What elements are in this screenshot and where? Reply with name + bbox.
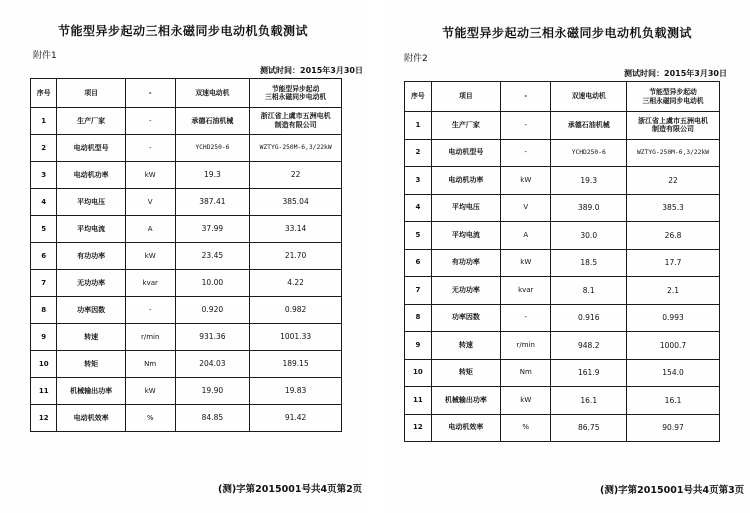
cell-item: 转矩 xyxy=(431,359,500,387)
cell-no: 1 xyxy=(405,112,432,140)
load-test-table xyxy=(404,81,720,442)
header-item: 项目 xyxy=(431,82,500,112)
cell-motor-b xyxy=(627,359,720,387)
cell-item: 功率因数 xyxy=(57,297,125,324)
cell-motor-b xyxy=(250,297,342,324)
cell-unit: A xyxy=(125,216,175,243)
cell-unit: A xyxy=(501,222,551,250)
table-row xyxy=(405,414,720,442)
cell-motor-a: 19.3 xyxy=(175,162,250,189)
cell-unit: Nm xyxy=(125,351,175,378)
cell-motor-b xyxy=(250,378,342,405)
cell-no: 5 xyxy=(405,222,432,250)
attachment-label: 附件2 xyxy=(404,54,428,64)
cell-item: 有功功率 xyxy=(57,243,125,270)
header-motor-b xyxy=(627,82,720,112)
header-unit: - xyxy=(501,82,551,112)
cell-motor-b xyxy=(250,135,342,162)
cell-motor-a: 承德石油机械 xyxy=(551,112,627,140)
cell-motor-b xyxy=(627,222,720,250)
test-report-page-2 xyxy=(384,0,750,513)
cell-no: 3 xyxy=(405,167,432,195)
cell-motor-b xyxy=(627,304,720,332)
cell-no: 7 xyxy=(405,277,432,305)
cell-no: 10 xyxy=(31,351,57,378)
cell-item: 电动机效率 xyxy=(431,414,500,442)
cell-item: 功率因数 xyxy=(431,304,500,332)
cell-no: 12 xyxy=(31,405,57,432)
cell-motor-a: 161.9 xyxy=(551,359,627,387)
cell-motor-b-line1: 2.1 xyxy=(667,285,679,295)
page-footer: (测)字第2015001号共4页第3页 xyxy=(600,485,745,496)
cell-unit: kW xyxy=(125,162,175,189)
cell-motor-b-line2: 制造有限公司 xyxy=(652,125,695,134)
cell-item: 转矩 xyxy=(57,351,125,378)
cell-unit: % xyxy=(501,414,551,442)
cell-no: 4 xyxy=(31,189,57,216)
cell-motor-b xyxy=(250,108,342,135)
cell-motor-b-line1: 385.04 xyxy=(282,197,309,207)
header-motor-b-line2: 三相永磁同步电动机 xyxy=(265,93,327,101)
cell-no: 1 xyxy=(31,108,57,135)
test-date: 测试时间：2015年3月30日 xyxy=(624,69,727,78)
cell-motor-a: 18.5 xyxy=(551,249,627,277)
cell-item: 平均电压 xyxy=(57,189,125,216)
cell-motor-b-line1: 26.8 xyxy=(664,230,682,240)
table-row xyxy=(31,108,342,135)
cell-item: 电动机型号 xyxy=(431,139,500,167)
cell-item: 电动机功率 xyxy=(57,162,125,189)
cell-motor-b-line1: 16.1 xyxy=(664,395,682,405)
page-footer: (测)字第2015001号共4页第2页 xyxy=(218,484,363,495)
header-no: 序号 xyxy=(31,79,57,108)
cell-motor-a: 16.1 xyxy=(551,387,627,415)
cell-motor-a: 8.1 xyxy=(551,277,627,305)
cell-unit: Nm xyxy=(501,359,551,387)
cell-motor-a: 0.920 xyxy=(175,297,250,324)
cell-no: 3 xyxy=(31,162,57,189)
cell-no: 10 xyxy=(405,359,432,387)
table-row xyxy=(31,270,342,297)
cell-unit: kW xyxy=(501,249,551,277)
cell-unit: kW xyxy=(125,243,175,270)
load-test-table xyxy=(30,78,342,432)
cell-motor-b-line2: 制造有限公司 xyxy=(274,121,317,129)
cell-item: 电动机型号 xyxy=(57,135,125,162)
header-unit: - xyxy=(125,79,175,108)
cell-motor-b-line1: 22 xyxy=(668,175,678,185)
table-header-row xyxy=(405,82,720,112)
cell-unit: - xyxy=(501,139,551,167)
cell-item: 机械输出功率 xyxy=(431,387,500,415)
cell-motor-b-line1: 1001.33 xyxy=(280,332,312,342)
cell-item: 无功功率 xyxy=(57,270,125,297)
header-motor-b xyxy=(250,79,342,108)
cell-item: 电动机功率 xyxy=(431,167,500,195)
cell-item: 电动机效率 xyxy=(57,405,125,432)
test-date: 测试时间：2015年3月30日 xyxy=(260,66,363,75)
cell-motor-b xyxy=(627,249,720,277)
header-item: 项目 xyxy=(57,79,125,108)
cell-unit: kW xyxy=(501,387,551,415)
cell-motor-b-line1: 0.993 xyxy=(662,313,684,323)
cell-no: 9 xyxy=(405,332,432,360)
cell-no: 2 xyxy=(31,135,57,162)
cell-motor-b xyxy=(627,414,720,442)
cell-motor-a: 10.00 xyxy=(175,270,250,297)
cell-unit: - xyxy=(125,135,175,162)
cell-motor-a: 承德石油机械 xyxy=(175,108,250,135)
table-row xyxy=(31,297,342,324)
table-row xyxy=(31,162,342,189)
cell-motor-b xyxy=(250,324,342,351)
table-row xyxy=(405,304,720,332)
cell-motor-b-line1: 21.70 xyxy=(284,251,307,261)
cell-motor-b-line1: 90.97 xyxy=(662,423,684,433)
cell-motor-b xyxy=(627,332,720,360)
table-row xyxy=(405,277,720,305)
header-motor-b-line2: 三相永磁同步电动机 xyxy=(642,96,704,105)
header-no: 序号 xyxy=(405,82,432,112)
cell-motor-a: 389.0 xyxy=(551,194,627,222)
cell-motor-b-line1: 浙江省上虞市五洲电机 xyxy=(638,116,709,125)
cell-unit: V xyxy=(125,189,175,216)
cell-motor-a: 30.0 xyxy=(551,222,627,250)
cell-motor-a: 19.3 xyxy=(551,167,627,195)
cell-item: 有功功率 xyxy=(431,249,500,277)
cell-motor-a: 948.2 xyxy=(551,332,627,360)
cell-motor-b xyxy=(250,405,342,432)
cell-motor-a: YCHD250-6 xyxy=(551,139,627,167)
cell-motor-b-line1: 0.982 xyxy=(284,305,307,315)
cell-motor-b xyxy=(250,162,342,189)
cell-motor-b-line1: 浙江省上虞市五洲电机 xyxy=(260,112,331,121)
cell-unit: - xyxy=(125,108,175,135)
attachment-label: 附件1 xyxy=(33,51,57,61)
cell-motor-b xyxy=(250,351,342,378)
cell-motor-b xyxy=(250,243,342,270)
cell-item: 生产厂家 xyxy=(431,112,500,140)
cell-no: 8 xyxy=(405,304,432,332)
cell-item: 平均电压 xyxy=(431,194,500,222)
cell-unit: - xyxy=(501,304,551,332)
table-row xyxy=(405,359,720,387)
page-title: 节能型异步起动三相永磁同步电动机负载测试 xyxy=(441,26,692,40)
table-row xyxy=(31,405,342,432)
cell-unit: r/min xyxy=(501,332,551,360)
table-row xyxy=(31,135,342,162)
cell-motor-a: 204.03 xyxy=(175,351,250,378)
cell-no: 4 xyxy=(405,194,432,222)
table-row xyxy=(405,167,720,195)
table-row xyxy=(31,351,342,378)
cell-motor-b-line1: 154.0 xyxy=(662,368,684,378)
table-row xyxy=(31,189,342,216)
cell-item: 平均电流 xyxy=(431,222,500,250)
cell-motor-b-line1: 19.83 xyxy=(284,386,307,396)
cell-motor-b xyxy=(250,189,342,216)
cell-no: 6 xyxy=(31,243,57,270)
cell-no: 7 xyxy=(31,270,57,297)
test-report-page-1 xyxy=(0,0,366,513)
cell-motor-b xyxy=(250,216,342,243)
cell-item: 生产厂家 xyxy=(57,108,125,135)
cell-item: 转速 xyxy=(431,332,500,360)
cell-motor-b xyxy=(627,194,720,222)
cell-no: 9 xyxy=(31,324,57,351)
cell-no: 6 xyxy=(405,249,432,277)
cell-motor-a: 86.75 xyxy=(551,414,627,442)
cell-motor-a: 19.90 xyxy=(175,378,250,405)
table-row xyxy=(405,332,720,360)
cell-unit: V xyxy=(501,194,551,222)
table-row xyxy=(405,249,720,277)
cell-item: 转速 xyxy=(57,324,125,351)
cell-no: 11 xyxy=(31,378,57,405)
table-row xyxy=(31,243,342,270)
table-row xyxy=(31,324,342,351)
table-row xyxy=(405,194,720,222)
cell-motor-b-line1: 189.15 xyxy=(282,359,309,369)
table-row xyxy=(31,216,342,243)
cell-unit: kvar xyxy=(125,270,175,297)
cell-unit: r/min xyxy=(125,324,175,351)
cell-motor-a: 84.85 xyxy=(175,405,250,432)
cell-motor-b xyxy=(627,277,720,305)
cell-motor-b-line1: 33.14 xyxy=(284,224,307,234)
cell-item: 平均电流 xyxy=(57,216,125,243)
cell-motor-a: 0.916 xyxy=(551,304,627,332)
cell-motor-b-line1: 22 xyxy=(290,170,301,180)
cell-motor-b-line1: WZTYG-250M-6,3/22kW xyxy=(637,148,710,156)
header-motor-b-line1: 节能型异步起动 xyxy=(271,84,320,93)
header-motor-b-line1: 节能型异步起动 xyxy=(649,88,697,97)
cell-motor-b xyxy=(627,112,720,140)
cell-motor-b-line1: 385.3 xyxy=(662,203,684,213)
cell-no: 12 xyxy=(405,414,432,442)
cell-motor-a: 37.99 xyxy=(175,216,250,243)
cell-motor-b-line1: 4.22 xyxy=(287,278,304,288)
cell-motor-b xyxy=(627,139,720,167)
cell-item: 无功功率 xyxy=(431,277,500,305)
cell-unit: kW xyxy=(125,378,175,405)
cell-unit: % xyxy=(125,405,175,432)
cell-motor-a: YCHD250-6 xyxy=(175,135,250,162)
table-row xyxy=(31,378,342,405)
header-motor-a: 双速电动机 xyxy=(175,79,250,108)
cell-motor-b xyxy=(250,270,342,297)
cell-motor-b-line1: WZTYG-250M-6,3/22kW xyxy=(259,144,332,152)
header-motor-a: 双速电动机 xyxy=(551,82,627,112)
cell-unit: kW xyxy=(501,167,551,195)
cell-item: 机械输出功率 xyxy=(57,378,125,405)
cell-motor-b xyxy=(627,167,720,195)
cell-no: 8 xyxy=(31,297,57,324)
table-row xyxy=(405,222,720,250)
page-title: 节能型异步起动三相永磁同步电动机负载测试 xyxy=(57,24,308,38)
table-row xyxy=(405,139,720,167)
table-row xyxy=(405,387,720,415)
cell-unit: - xyxy=(501,112,551,140)
cell-motor-b-line1: 91.42 xyxy=(284,413,307,423)
cell-motor-a: 23.45 xyxy=(175,243,250,270)
table-header-row xyxy=(31,79,342,108)
cell-no: 11 xyxy=(405,387,432,415)
cell-motor-a: 931.36 xyxy=(175,324,250,351)
cell-motor-b-line1: 17.7 xyxy=(664,258,682,268)
cell-unit: kvar xyxy=(501,277,551,305)
cell-motor-a: 387.41 xyxy=(175,189,250,216)
cell-no: 2 xyxy=(405,139,432,167)
cell-motor-b-line1: 1000.7 xyxy=(659,340,687,350)
cell-unit: - xyxy=(125,297,175,324)
cell-no: 5 xyxy=(31,216,57,243)
cell-motor-b xyxy=(627,387,720,415)
table-row xyxy=(405,112,720,140)
